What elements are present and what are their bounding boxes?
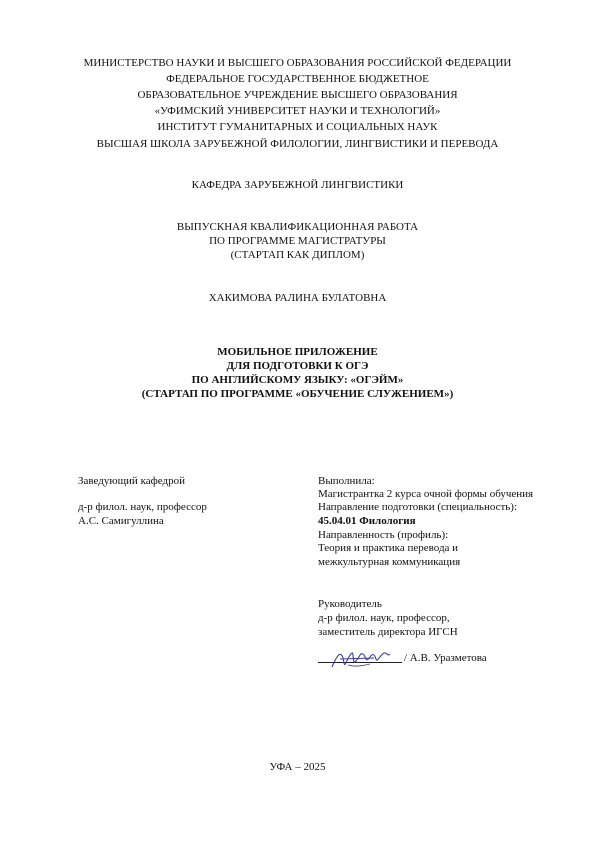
author-name: ХАКИМОВА РАЛИНА БУЛАТОВНА xyxy=(208,292,387,304)
supervisor-name: / А.В. Уразметова xyxy=(404,652,487,664)
institute-name: ИНСТИТУТ ГУМАНИТАРНЫХ И СОЦИАЛЬНЫХ НАУК xyxy=(157,121,438,133)
head-of-department-label: Заведующий кафедрой xyxy=(78,475,185,487)
direction-label: Направление подготовки (специальность): xyxy=(318,501,518,513)
supervisor-degree: д-р филол. наук, профессор, xyxy=(318,612,450,624)
thesis-title-line-2: ДЛЯ ПОДГОТОВКИ К ОГЭ xyxy=(226,360,369,372)
thesis-title-line-3: ПО АНГЛИЙСКОМУ ЯЗЫКУ: «ОГЭЙМ» xyxy=(191,374,404,386)
department-name: КАФЕДРА ЗАРУБЕЖНОЙ ЛИНГВИСТИКИ xyxy=(191,179,404,191)
institution-type-line: ОБРАЗОВАТЕЛЬНОЕ УЧРЕЖДЕНИЕ ВЫСШЕГО ОБРАЗОВАНИЯ xyxy=(137,89,458,101)
thesis-title-line-4: (СТАРТАП ПО ПРОГРАММЕ «ОБУЧЕНИЕ СЛУЖЕНИЕМ») xyxy=(141,388,454,400)
supervisor-position: заместитель директора ИГСН xyxy=(318,626,458,638)
thesis-title-line-1: МОБИЛЬНОЕ ПРИЛОЖЕНИЕ xyxy=(217,346,378,358)
performed-label: Выполнила: xyxy=(318,475,375,487)
profile-line-2: межкультурная коммуникация xyxy=(318,556,461,568)
university-name: «УФИМСКИЙ УНИВЕРСИТЕТ НАУКИ И ТЕХНОЛОГИЙ» xyxy=(154,105,441,117)
school-name: ВЫСШАЯ ШКОЛА ЗАРУБЕЖНОЙ ФИЛОЛОГИИ, ЛИНГВИСТИКИ И ПЕРЕВОДА xyxy=(96,138,499,150)
federal-line: ФЕДЕРАЛЬНОЕ ГОСУДАРСТВЕННОЕ БЮДЖЕТНОЕ xyxy=(166,73,429,85)
city-year: УФА – 2025 xyxy=(269,761,326,773)
head-name: А.С. Самигуллина xyxy=(78,515,164,527)
profile-line-1: Теория и практика перевода и xyxy=(318,542,459,554)
work-type-line-1: ВЫПУСКНАЯ КВАЛИФИКАЦИОННАЯ РАБОТА xyxy=(176,221,419,233)
supervisor-label: Руководитель xyxy=(318,598,382,610)
profile-label: Направленность (профиль): xyxy=(318,529,449,541)
head-degree: д-р филол. наук, профессор xyxy=(78,501,207,513)
direction-code: 45.04.01 Филология xyxy=(318,515,416,527)
ministry-line: МИНИСТЕРСТВО НАУКИ И ВЫСШЕГО ОБРАЗОВАНИЯ РОССИЙСКОЙ ФЕДЕРАЦИИ xyxy=(83,57,512,69)
signature-image xyxy=(330,645,392,671)
work-type-line-2: ПО ПРОГРАММЕ МАГИСТРАТУРЫ xyxy=(209,235,386,247)
work-type-line-3: (СТАРТАП КАК ДИПЛОМ) xyxy=(230,249,365,261)
student-info: Магистрантка 2 курса очной формы обучения xyxy=(318,488,534,500)
